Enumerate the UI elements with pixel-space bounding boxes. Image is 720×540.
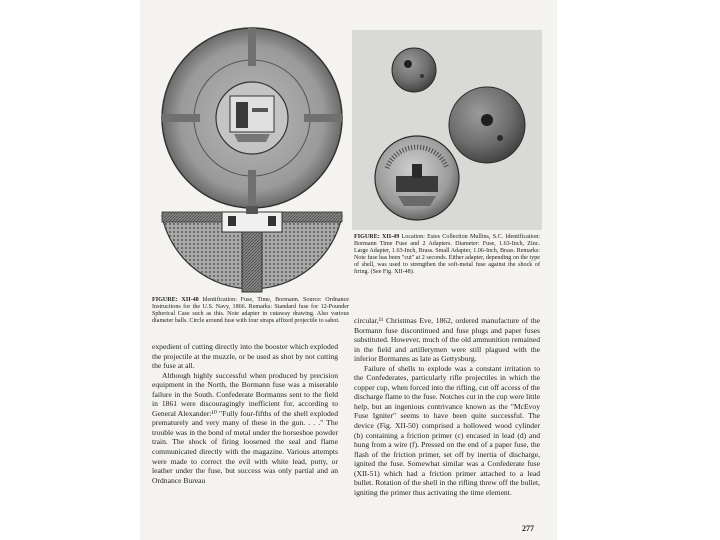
figure-xii-49-caption [354, 234, 540, 277]
paragraph: expedient of cutting directly into the booster which exploded the projectile at the muzzle, or be used as shot by not cutting the fuse at all. [152, 342, 338, 371]
paragraph: Failure of shells to explode was a constant irritation to the Confederates, particularly rifle projectiles in which the copper cup, when forced into the rifling, cut off access of the discharge flame to the fuse. Notches cut in the cup were little help, but an ingenious contrivance known as the "McEvoy Fuse Igniter" seems to have been quite successful. The device (Fig. XII-50) comprised a hollowed wood cylinder (b) containing a friction primer (c) encased in lead (d) and hung from a wire (f). Pressed on the end of a paper fuse, the flash of the friction primer, set off by inertia of discharge, ignited the fuse. Somewhat similar was a Confederate fuse (XII-51) which had a friction primer attached to a lead bullet. Rotation of the shell in the rifling threw off the bullet, igniting the primer thus activating the time element. [354, 363, 540, 497]
caption-figure-label: FIGURE: XII-49 [354, 234, 400, 240]
page-number: 277 [522, 524, 534, 533]
right-text-column [354, 316, 540, 497]
caption-text: Location: Estes Collection Mullins, S.C. Identification: Bormann Time Fuse and 2 Adapters. Diameter: Fuse, 1.63-Inch, Zinc. Large Adapter, 1.63-Inch, Brass. Small Adapter, 1.06-Inch, Brass. Remarks: Note fuse has been "cut" at 2 seconds. Either adapter, depending on the type of shell, was used to strengthen the soft-metal fuse against the shock of firing. (See Fig. XII-48). [354, 234, 540, 276]
paragraph: Although highly successful when produced by precision equipment in the North, the Bormann fuse was a miserable failure in the South. Confederate Bormanns sent to the field in 1861 were discouragingly inefficient for, according to General Alexander:¹⁰ "Fully four-fifths of the shell exploded prematurely and very many of these in the gun. . . ." The trouble was in the bond of metal under the horseshoe powder train. The shock of firing loosened the seal and flame communicated directly with the magazine. Various attempts were made to correct the evil with white lead, putty, or leather under the fuse, but success was only partial and an Ordnance Bureau [152, 370, 338, 485]
left-text-column [152, 342, 338, 485]
bormann-fuse [375, 136, 459, 220]
small-adapter [392, 48, 436, 92]
figure-xii-49-photo [352, 30, 542, 230]
fuse-cutaway-view [162, 206, 342, 292]
figure-xii-48-drawing [152, 26, 352, 294]
large-adapter [449, 87, 525, 163]
caption-text: Identification: Fuse, Time, Bormann. Source: Ordnance Instructions for the U.S. Navy, 1866. Remarks: Standard fuse for 12-Pounder Spherical Case such as this. Note adapter in cutaway drawing. Also various diameter balls. Circle around fuse with four straps affixed projectile to sabot. [152, 297, 349, 325]
fuse-top-view [162, 28, 342, 208]
figure-xii-48-caption [152, 297, 349, 325]
paragraph: circular,¹¹ Christmas Eve, 1862, ordered manufacture of the Bormann fuse discontinued and fuse plugs and paper fuses substituted. However, much of the old ammunition remained in the field and artillerymen were still plagued with the inferior Bormanns as late as Gettysburg. [354, 316, 540, 364]
caption-figure-label: FIGURE: XII-48 [152, 297, 199, 303]
